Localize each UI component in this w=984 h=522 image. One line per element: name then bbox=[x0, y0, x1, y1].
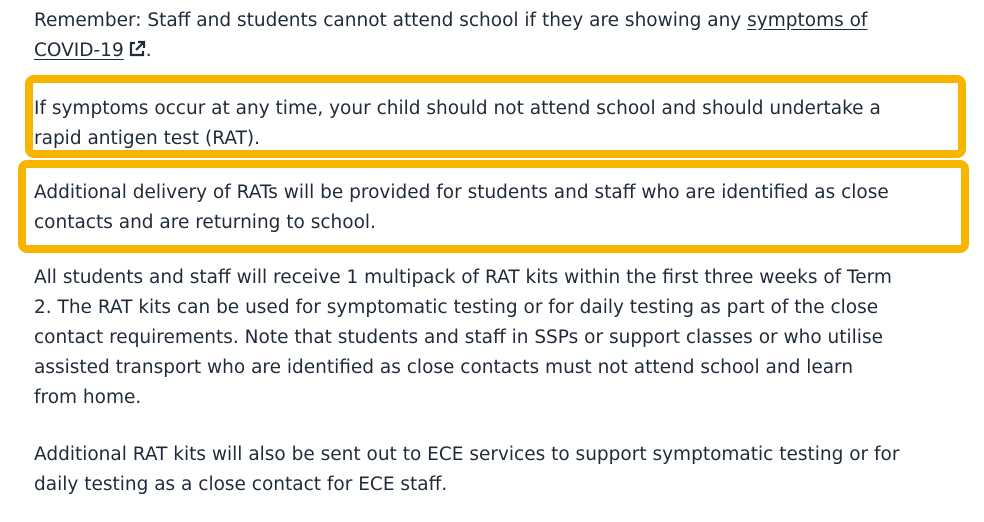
rat-kits-paragraph bbox=[34, 263, 892, 413]
remember-line-1 bbox=[34, 6, 867, 36]
covid-link-text: COVID-19 bbox=[34, 40, 124, 61]
highlight-box-delivery bbox=[18, 160, 969, 253]
covid-symptoms-link-continued[interactable] bbox=[34, 40, 146, 61]
remember-text: Remember: Staff and students cannot attend school if they are showing any bbox=[34, 10, 748, 31]
delivery-line-1: Additional delivery of RATs will be provided for students and staff who are identified as close bbox=[34, 182, 889, 203]
ece-line-1: Additional RAT kits will also be sent out to ECE services to support symptomatic testing or for bbox=[34, 444, 900, 465]
rat-kits-line-4: assisted transport who are identified as close contacts must not attend school and learn bbox=[34, 357, 854, 378]
rat-kits-line-3: contact requirements. Note that students and staff in SSPs or support classes or who utilise bbox=[34, 327, 883, 348]
remember-paragraph bbox=[34, 6, 867, 66]
rat-kits-line-2: 2. The RAT kits can be used for symptomatic testing or for daily testing as part of the close bbox=[34, 297, 879, 318]
covid-symptoms-link[interactable]: symptoms of bbox=[747, 10, 868, 31]
remember-period: . bbox=[145, 40, 152, 61]
rat-kits-line-1: All students and staff will receive 1 multipack of RAT kits within the first three weeks of Term bbox=[34, 267, 892, 288]
symptoms-line-1: If symptoms occur at any time, your child should not attend school and should undertake a bbox=[34, 98, 881, 119]
delivery-line-2: contacts and are returning to school. bbox=[34, 212, 376, 233]
highlight-box-symptoms bbox=[25, 75, 966, 158]
remember-line-2 bbox=[34, 36, 867, 66]
rat-kits-line-5: from home. bbox=[34, 387, 142, 408]
ece-line-2: daily testing as a close contact for ECE staff. bbox=[34, 474, 448, 495]
ece-paragraph bbox=[34, 440, 899, 500]
symptoms-line-2: rapid antigen test (RAT). bbox=[34, 128, 260, 149]
external-link-icon[interactable] bbox=[128, 40, 146, 58]
